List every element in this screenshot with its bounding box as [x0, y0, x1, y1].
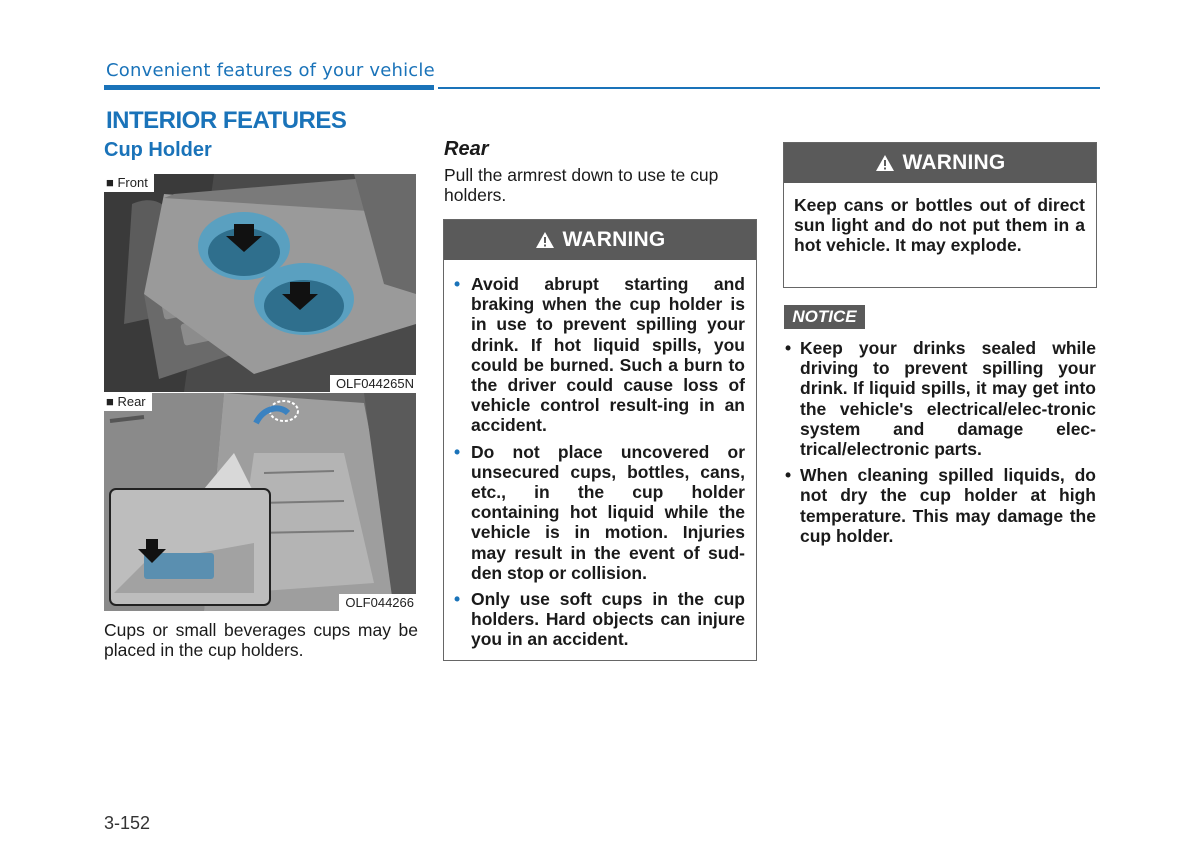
- front-figure-code: OLF044265N: [330, 375, 416, 392]
- warning-header: [444, 220, 756, 260]
- notice-item: • When cleaning spilled liquids, do not dry the cup holder at high temperature. This may damage the cup holder.: [785, 465, 1096, 546]
- rear-description: Pull the armrest down to use te cup holders.: [444, 165, 719, 205]
- front-cup-holder-illustration: [104, 174, 416, 392]
- rear-figure-code: OLF044266: [339, 594, 416, 611]
- notice-badge: NOTICE: [784, 305, 865, 329]
- warning-item: • Only use soft cups in the cup holders. Hard objects can injure you in an accident.: [454, 589, 745, 650]
- section-title: INTERIOR FEATURES: [106, 107, 347, 134]
- warning-triangle-icon: [875, 154, 895, 172]
- warning-item: • Avoid abrupt starting and braking when the cup holder is in use to prevent spilling your drink. If hot liquid spills, you could be burned. Such a burn to the driver could cause loss of vehicle control result-ing in an accident.: [454, 274, 745, 436]
- header-rule-thick: [104, 85, 434, 90]
- warning-list: [445, 274, 745, 656]
- subsection-title: Cup Holder: [104, 139, 212, 161]
- notice-list: [783, 338, 1096, 552]
- warning-item: • Do not place uncovered or unsecured cups, bottles, cans, etc., in the cup holder containing hot liquid while the vehicle is in motion. Injuries may result in the event of sud-den stop or collision.: [454, 441, 745, 583]
- rear-cup-holder-figure: [104, 393, 416, 611]
- front-cup-holder-figure: [104, 174, 416, 392]
- running-header-title: Convenient features of your vehicle: [106, 60, 435, 81]
- notice-item: • Keep your drinks sealed while driving to prevent spilling your drink. If liquid spills, it may get into the vehicle's electrical/elec-tronic system and damage elec-trical/electronic parts.: [785, 338, 1096, 460]
- rear-heading: Rear: [444, 138, 489, 160]
- warning-title: WARNING: [562, 228, 666, 251]
- warning-header: [784, 143, 1096, 183]
- rear-armrest-illustration: [104, 393, 416, 611]
- warning-title: WARNING: [902, 151, 1006, 174]
- rear-warning-box: [443, 219, 757, 661]
- warning-triangle-icon: [535, 231, 555, 249]
- header-rule-thin: [438, 87, 1100, 89]
- sunlight-warning-box: [783, 142, 1097, 288]
- page-number: 3-152: [104, 813, 151, 833]
- front-figure-label: ■ Front: [104, 174, 154, 192]
- rear-figure-label: ■ Rear: [104, 393, 152, 411]
- cup-holder-caption: Cups or small beverages cups may be placed in the cup holders.: [104, 620, 418, 660]
- warning-text: Keep cans or bottles out of direct sun light and do not put them in a hot vehicle. It may explode.: [794, 195, 1085, 256]
